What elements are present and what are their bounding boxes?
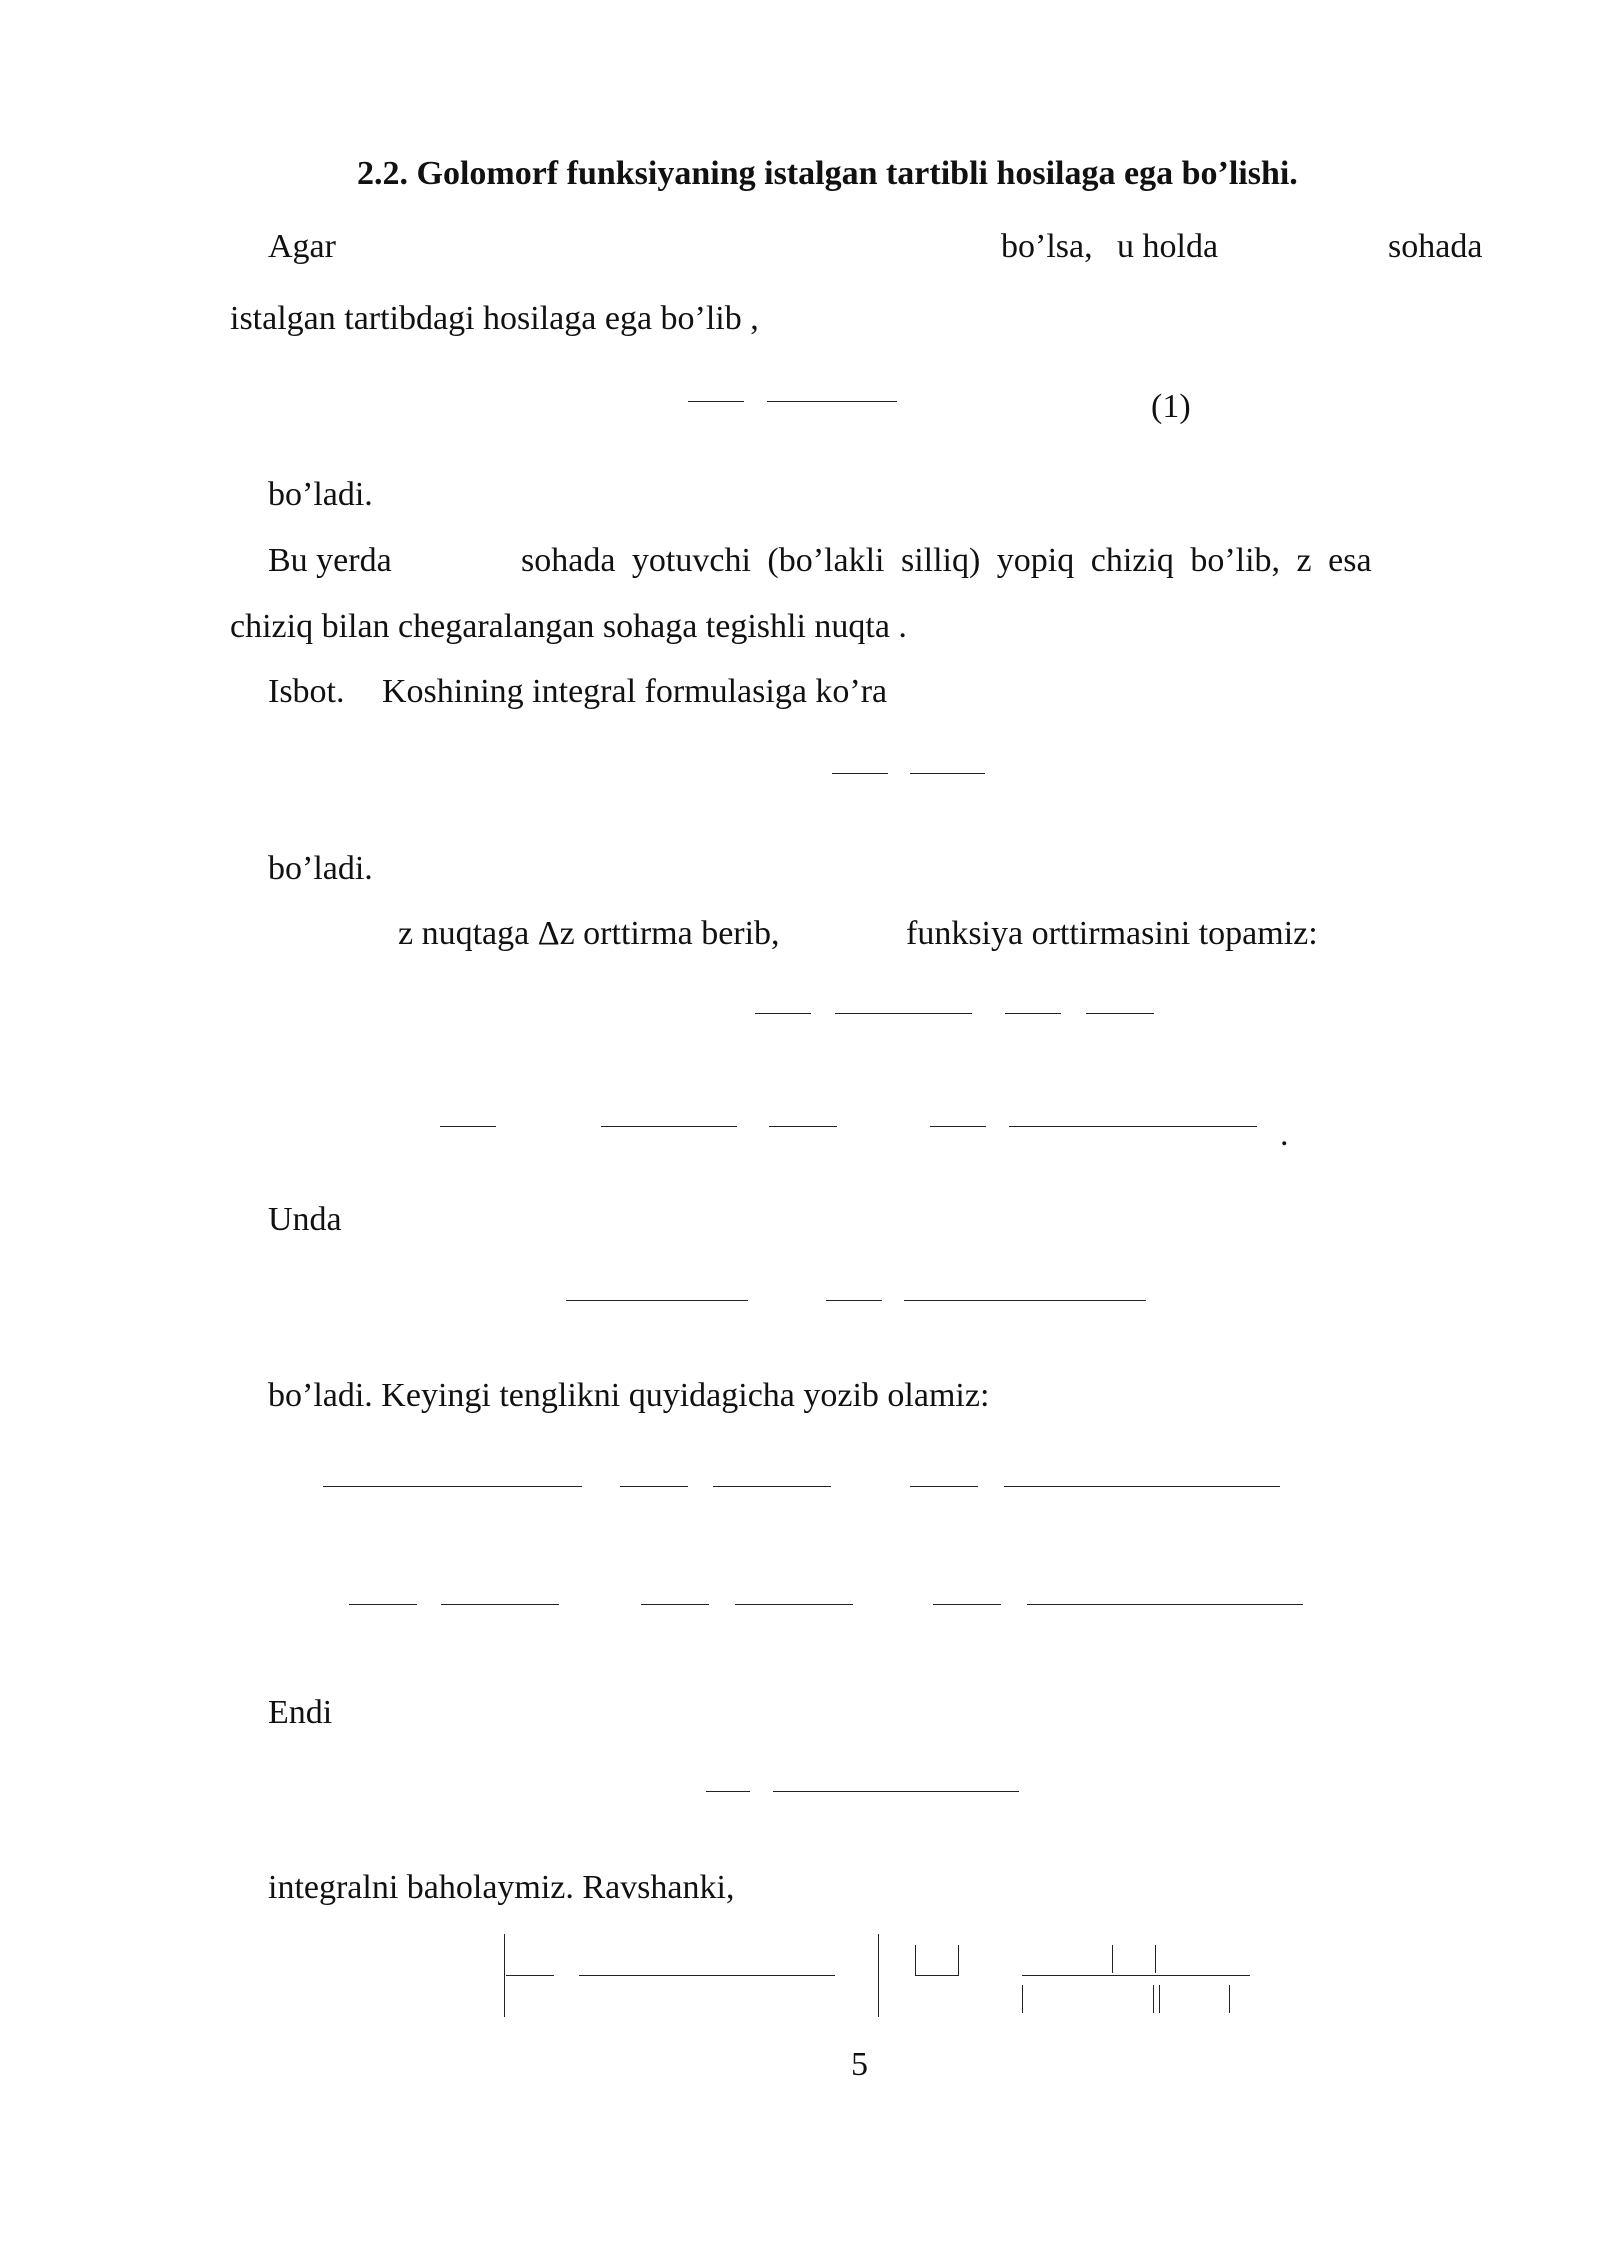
fraction-bar: [769, 1126, 837, 1127]
absolute-value-bar: [1153, 1985, 1154, 2013]
fraction-bar: [1004, 1486, 1280, 1487]
fraction-bar: [755, 1013, 811, 1014]
paragraph-line: bo’ladi.: [268, 476, 373, 513]
paragraph-line: sohada yotuvchi (bo’lakli silliq) yopiq chiziq bo’lib, z esa: [521, 542, 1372, 579]
fraction-bar: [930, 1126, 986, 1127]
fraction-bar: [735, 1604, 853, 1605]
paragraph-word-bolsa: bo’lsa,: [1001, 228, 1093, 265]
paragraph-line: funksiya orttirmasini topamiz:: [906, 915, 1318, 952]
fraction-bar: [1027, 1604, 1303, 1605]
fraction-bar: [440, 1126, 496, 1127]
paragraph-line: z nuqtaga Δz orttirma berib,: [398, 915, 780, 952]
fraction-bar: [915, 1975, 959, 1976]
fraction-bar: [579, 1975, 835, 1976]
fraction-bar: [904, 1300, 1146, 1301]
fraction-bar: [910, 1486, 978, 1487]
fraction-bar: [706, 1791, 750, 1792]
absolute-value-bar: [1229, 1985, 1230, 2013]
paragraph-line: bo’ladi. Keyingi tenglikni quyidagicha yozib olamiz:: [268, 1377, 990, 1414]
equation-period: .: [1280, 1116, 1289, 1153]
fraction-bar: [601, 1126, 737, 1127]
absolute-value-bar: [504, 1934, 505, 2017]
paragraph-word-sohada: sohada: [1388, 228, 1483, 265]
paragraph-line: chiziq bilan chegaralangan sohaga tegishli nuqta .: [230, 608, 907, 645]
fraction-bar: [566, 1300, 748, 1301]
fraction-bar: [713, 1486, 831, 1487]
fraction-bar: [349, 1604, 417, 1605]
fraction-bar: [1009, 1126, 1257, 1127]
section-heading: 2.2. Golomorf funksiyaning istalgan tartibli hosilaga ega bo’lishi.: [357, 155, 1298, 192]
fraction-bar: [1022, 1975, 1250, 1976]
paragraph-line: bo’ladi.: [268, 850, 373, 887]
fraction-bar: [641, 1604, 709, 1605]
fraction-bar: [826, 1300, 882, 1301]
paragraph-line: integralni baholaymiz. Ravshanki,: [268, 1869, 735, 1906]
fraction-bar: [835, 1013, 972, 1014]
paragraph-word-bu-yerda: Bu yerda: [268, 542, 392, 579]
fraction-bar: [688, 401, 744, 402]
fraction-bar: [1005, 1013, 1061, 1014]
fraction-bar: [767, 401, 897, 402]
absolute-value-bar: [958, 1945, 959, 1975]
paragraph-word-agar: Agar: [268, 228, 336, 265]
paragraph-line: Endi: [268, 1694, 333, 1731]
fraction-bar: [933, 1604, 1001, 1605]
fraction-bar: [910, 773, 985, 774]
absolute-value-bar: [1112, 1945, 1113, 1973]
absolute-value-bar: [1159, 1985, 1160, 2013]
fraction-bar: [620, 1486, 688, 1487]
fraction-bar: [506, 1975, 554, 1976]
proof-label: Isbot.: [268, 673, 345, 710]
paragraph-word-u-holda: u holda: [1117, 228, 1219, 265]
fraction-bar: [832, 773, 888, 774]
absolute-value-bar: [878, 1934, 879, 2017]
paragraph-line: Koshining integral formulasiga ko’ra: [382, 673, 888, 710]
paragraph-line: istalgan tartibdagi hosilaga ega bo’lib ,: [230, 300, 759, 337]
fraction-bar: [441, 1604, 559, 1605]
absolute-value-bar: [1022, 1985, 1023, 2013]
fraction-bar: [773, 1791, 1019, 1792]
page-number: 5: [851, 2046, 868, 2083]
absolute-value-bar: [1155, 1945, 1156, 1973]
absolute-value-bar: [915, 1945, 916, 1975]
equation-number: (1): [1151, 388, 1191, 425]
paragraph-line: Unda: [268, 1201, 342, 1238]
fraction-bar: [323, 1486, 582, 1487]
fraction-bar: [1086, 1013, 1154, 1014]
